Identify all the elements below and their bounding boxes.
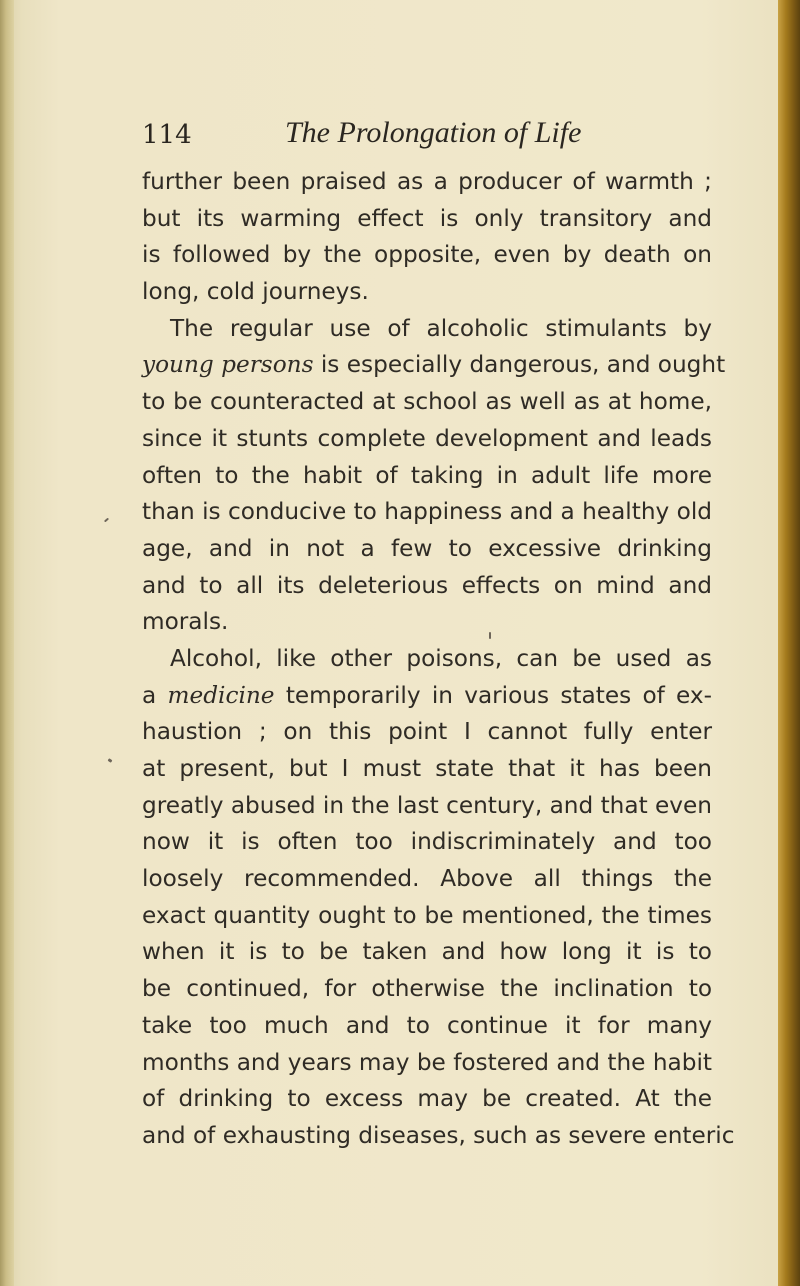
italic-word: medicine bbox=[167, 681, 275, 709]
ink-speck bbox=[104, 518, 109, 523]
text-line: haustion ; on this point I cannot fully enter bbox=[142, 718, 712, 746]
text-line: exact quantity ought to be mentioned, the times bbox=[142, 901, 712, 929]
text-line: be continued, for otherwise the inclination to bbox=[142, 975, 712, 1003]
text-line: further been praised as a producer of warmth ; bbox=[142, 168, 712, 195]
text-line: loosely recommended. Above all things the bbox=[142, 865, 712, 893]
ink-speck bbox=[108, 758, 113, 763]
text-line: age, and in not a few to excessive drinking bbox=[142, 534, 712, 562]
ink-speck bbox=[489, 632, 491, 639]
text-line: The regular use of alcoholic stimulants by bbox=[170, 314, 712, 342]
text-line: is followed by the opposite, even by death on bbox=[142, 241, 712, 269]
italic-phrase: young persons bbox=[142, 351, 314, 379]
text-line: than is conducive to happiness and a healthy old bbox=[142, 498, 712, 526]
running-title: The Prolongation of Life bbox=[285, 116, 582, 149]
text-line: morals. bbox=[142, 608, 229, 636]
page-fore-edge bbox=[778, 0, 800, 1286]
text-line-with-italic bbox=[142, 347, 726, 384]
text-line: since it stunts complete development and leads bbox=[142, 424, 712, 452]
text-fragment: temporarily in various states of ex- bbox=[285, 681, 713, 709]
page-number: 114 bbox=[142, 120, 192, 150]
text-line: greatly abused in the last century, and that even bbox=[142, 791, 712, 819]
text-line: take too much and to continue it for many bbox=[142, 1011, 712, 1039]
text-line: to be counteracted at school as well as at home, bbox=[142, 388, 712, 416]
text-line: now it is often too indiscriminately and too bbox=[142, 828, 712, 856]
text-line: and of exhausting diseases, such as severe enteric bbox=[142, 1121, 735, 1149]
text-line: long, cold journeys. bbox=[142, 278, 369, 306]
text-line: often to the habit of taking in adult life more bbox=[142, 461, 712, 489]
text-line: Alcohol, like other poisons, can be used as bbox=[170, 644, 712, 672]
text-fragment: is especially dangerous, and ought bbox=[320, 351, 726, 379]
text-line: when it is to be taken and how long it is to bbox=[142, 938, 712, 966]
body-text bbox=[142, 164, 735, 1155]
text-line: but its warming effect is only transitory and bbox=[142, 204, 712, 232]
text-line: at present, but I must state that it has been bbox=[142, 755, 712, 782]
page-binding-gutter bbox=[0, 0, 14, 1286]
text-fragment: a bbox=[142, 681, 157, 709]
page-header bbox=[142, 116, 702, 170]
text-line: of drinking to excess may be created. At the bbox=[142, 1085, 712, 1113]
text-line: and to all its deleterious effects on mind and bbox=[142, 571, 712, 599]
text-line: months and years may be fostered and the habit bbox=[142, 1048, 712, 1076]
text-line-with-italic bbox=[142, 678, 712, 715]
